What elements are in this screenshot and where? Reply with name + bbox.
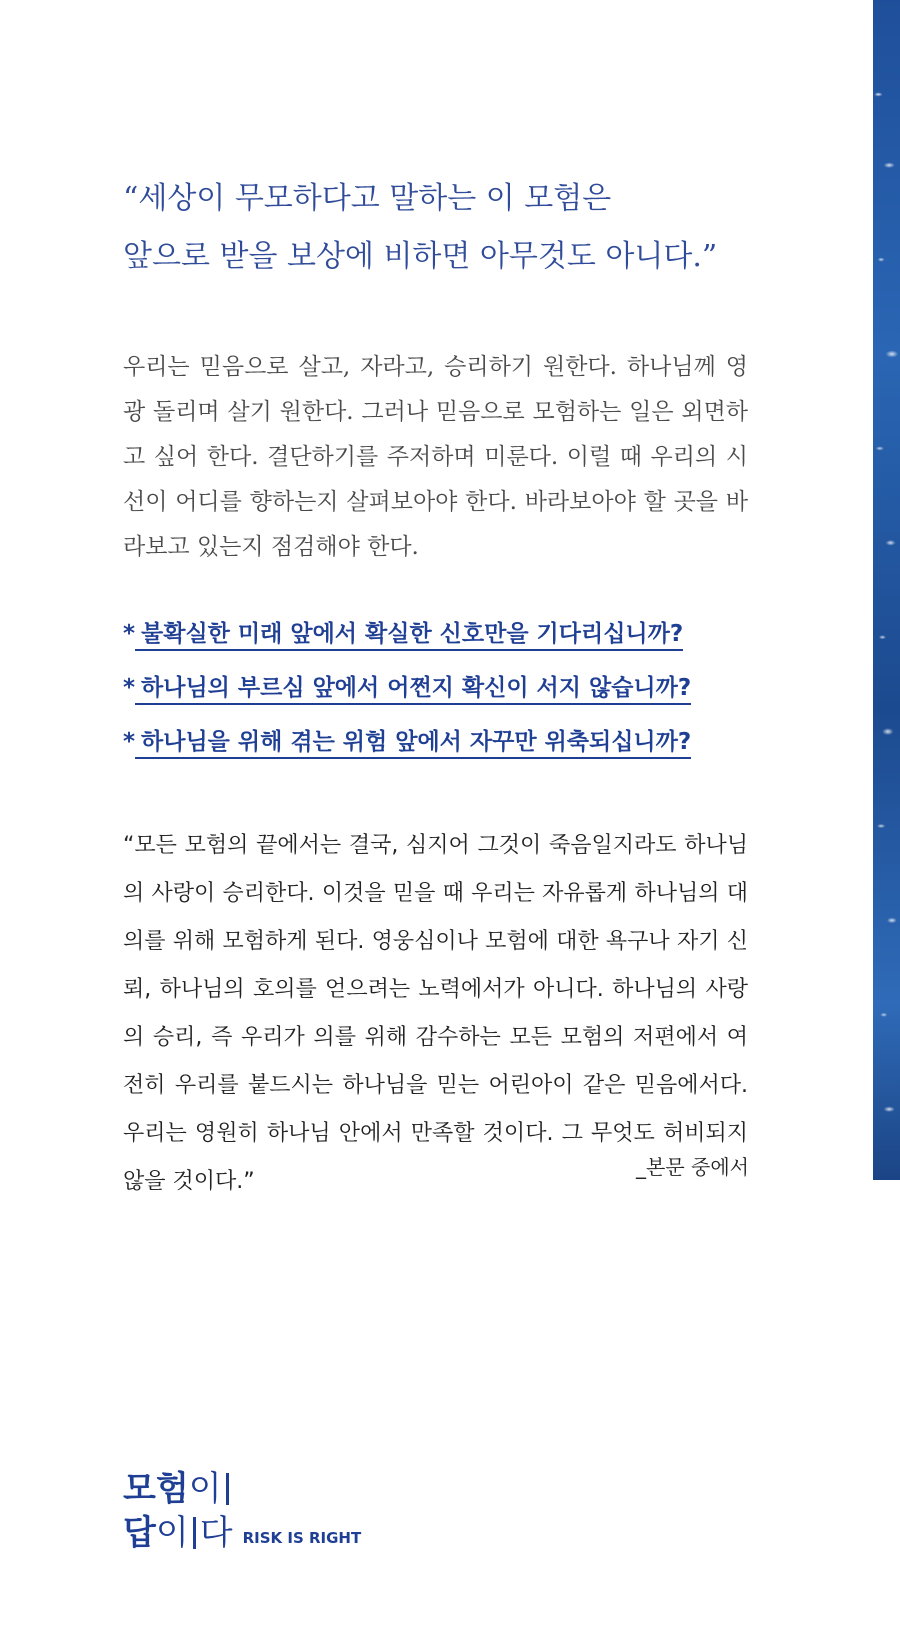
logo-word-moheom: 모험: [123, 1469, 189, 1509]
question-text: 하나님을 위해 겪는 위험 앞에서 자꾸만 위축되십니까?: [135, 729, 691, 759]
logo-divider: [226, 1473, 229, 1505]
pull-quote-line-1: “세상이 무모하다고 말하는 이 모험은: [123, 181, 612, 216]
asterisk-bullet: *: [123, 729, 136, 755]
logo-syllable-da: 다: [199, 1513, 233, 1553]
question-item: [123, 726, 691, 780]
logo-syllable-i: 이: [188, 1469, 222, 1509]
logo-word-dap: 답: [123, 1513, 156, 1553]
asterisk-bullet: *: [123, 621, 136, 647]
intro-paragraph: 우리는 믿음으로 살고, 자라고, 승리하기 원한다. 하나님께 영광 돌리며 살기 원한다. 그러나 믿음으로 모험하는 일은 외면하고 싶어 한다. 결단하기를 주저하며 미룬다. 이럴 때 우리의 시선이 어디를 향하는지 살펴보아야 한다. 바라보아야 할 곳을 바라보고 있는지 점검해야 한다.: [123, 354, 748, 560]
question-list: [123, 618, 691, 780]
ocean-photo-strip: [873, 0, 900, 1180]
pull-quote-line-2: 앞으로 받을 보상에 비하면 아무것도 아니다.”: [123, 239, 718, 274]
question-item: [123, 672, 691, 726]
logo-line-2: [123, 1509, 361, 1553]
logo-line-1: [123, 1465, 361, 1509]
logo-syllable-i-2: 이: [155, 1513, 189, 1553]
question-text: 불확실한 미래 앞에서 확실한 신호만을 기다리십니까?: [135, 621, 683, 651]
asterisk-bullet: *: [123, 675, 136, 701]
logo-divider: [193, 1517, 196, 1549]
logo-english-subtitle: RISK IS RIGHT: [242, 1529, 362, 1547]
question-text: 하나님의 부르심 앞에서 어쩐지 확신이 서지 않습니까?: [135, 675, 691, 705]
pull-quote: [123, 170, 717, 286]
book-excerpt: “모든 모험의 끝에서는 결국, 심지어 그것이 죽음일지라도 하나님의 사랑이 승리한다. 이것을 믿을 때 우리는 자유롭게 하나님의 대의를 위해 모험하게 된다. 영웅심이나 모험에 대한 욕구나 자기 신뢰, 하나님의 호의를 얻으려는 노력에서가 아니다. 하나님의 사랑의 승리, 즉 우리가 의를 위해 감수하는 모든 모험의 저편에서 여전히 우리를 붙드시는 하나님을 믿는 어린아이 같은 믿음에서다. 우리는 영원히 하나님 안에서 만족할 것이다. 그 무엇도 허비되지 않을 것이다.”: [123, 833, 748, 1194]
excerpt-source: _본문 중에서: [636, 1155, 749, 1179]
question-item: [123, 618, 691, 672]
book-title-logo: [123, 1465, 361, 1553]
